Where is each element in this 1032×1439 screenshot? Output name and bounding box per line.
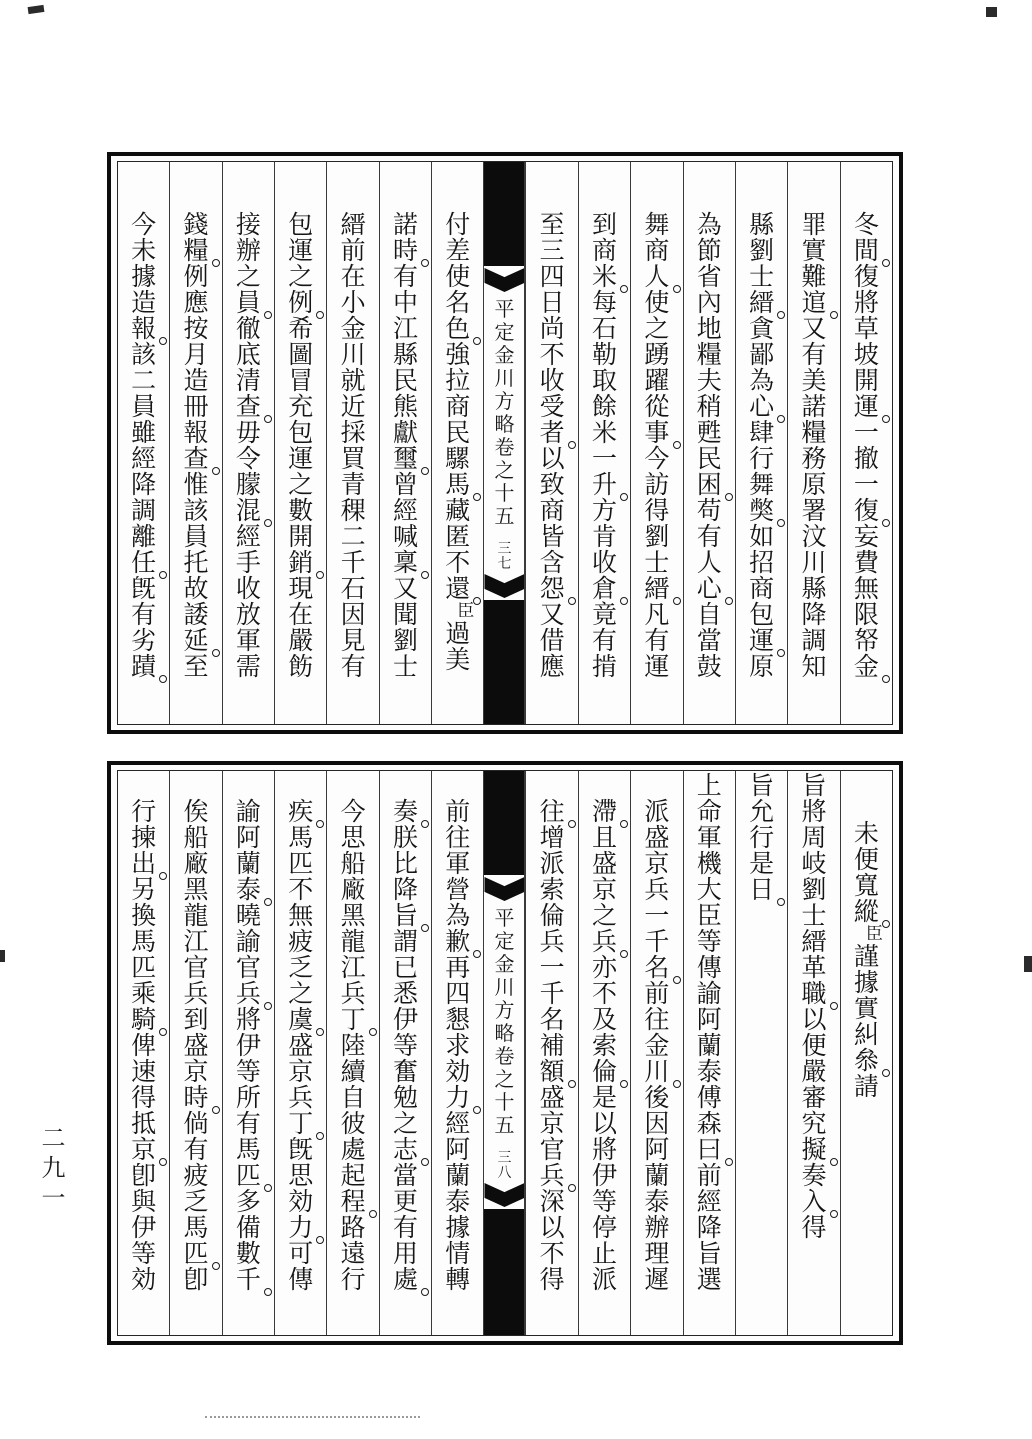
text-column: 未 便 寬 縱 臣 謹 據 實 糾 叅 請 bbox=[840, 771, 892, 1335]
text-column: 付 差 使 名 色 強 拉 商 民 騾 馬 藏 匿 不 還 臣 過 美 bbox=[431, 162, 483, 724]
text-column: 舞 商 人 使 之 踴 躍 從 事 今 訪 得 劉 士 縉 凡 有 運 bbox=[630, 162, 682, 724]
scan-artifact bbox=[986, 7, 997, 17]
text-column: 冬 間 復 將 草 坡 開 運 一 撤 一 復 妄 費 無 限 帑 金 bbox=[840, 162, 892, 724]
text-column: 派 盛 京 兵 一 千 名 前 往 金 川 後 因 阿 蘭 泰 辦 理 遲 bbox=[630, 771, 682, 1335]
reading-circle bbox=[882, 675, 890, 683]
scan-artifact bbox=[28, 5, 45, 14]
text-column: 縣 劉 士 縉 貪 鄙 為 心 肆 行 舞 獘 如 招 商 包 運 原 bbox=[735, 162, 787, 724]
text-column: 今 未 據 造 報 該 二 員 雖 經 降 調 離 任 旣 有 劣 蹟 bbox=[118, 162, 169, 724]
banxin-title: 平 定 金 川 方 略 卷 之 十 五 三 七 bbox=[494, 297, 515, 572]
text-column: 諾 時 有 中 江 縣 民 熊 獻 璽 曾 經 喊 稟 又 聞 劉 士 bbox=[379, 162, 431, 724]
text-column: 旨 將 周 岐 劉 士 縉 革 職 以 便 嚴 審 究 擬 奏 入 得 bbox=[787, 771, 839, 1335]
page-block-top bbox=[107, 152, 903, 734]
fishtail-icon bbox=[484, 877, 524, 901]
banxin-title: 平 定 金 川 方 略 卷 之 十 五 三 八 bbox=[494, 906, 515, 1181]
text-column: 接 辦 之 員 徹 底 清 查 毋 令 朦 混 經 手 收 放 軍 需 bbox=[222, 162, 274, 724]
banxin-black-bar bbox=[484, 771, 524, 875]
reading-circle bbox=[159, 675, 167, 683]
folio-page-number: 二九一 bbox=[37, 1125, 65, 1215]
text-column: 上 命 軍 機 大 臣 等 傳 諭 阿 蘭 泰 傅 森 曰 前 經 降 旨 選 bbox=[683, 771, 735, 1335]
text-column: 諭 阿 蘭 泰 曉 諭 官 兵 將 伊 等 所 有 馬 匹 多 備 數 千 bbox=[222, 771, 274, 1335]
banxin-center-column bbox=[483, 771, 525, 1335]
fishtail-icon bbox=[484, 268, 524, 292]
reading-circle bbox=[264, 1288, 272, 1296]
text-column: 滯 且 盛 京 之 兵 亦 不 及 索 倫 是 以 將 伊 等 停 止 派 bbox=[578, 771, 630, 1335]
page-block-bottom bbox=[107, 761, 903, 1345]
text-column: 罪 實 難 逭 又 有 美 諾 糧 務 原 署 汶 川 縣 降 調 知 bbox=[787, 162, 839, 724]
text-column: 前 往 軍 營 為 歉 再 四 懇 求 効 力 經 阿 蘭 泰 據 情 轉 bbox=[431, 771, 483, 1335]
text-column: 包 運 之 例 希 圖 冒 充 包 運 之 數 開 銷 現 在 嚴 飭 bbox=[274, 162, 326, 724]
reading-circle bbox=[421, 1288, 429, 1296]
text-column: 疾 馬 匹 不 無 疲 乏 之 虞 盛 京 兵 丁 旣 思 効 力 可 傳 bbox=[274, 771, 326, 1335]
text-column: 俟 船 廠 黑 龍 江 官 兵 到 盛 京 時 倘 有 疲 乏 馬 匹 卽 bbox=[169, 771, 221, 1335]
text-column: 旨 允 行 是 日 bbox=[735, 771, 787, 1335]
banxin-black-bar bbox=[484, 600, 524, 724]
text-column: 錢 糧 例 應 按 月 造 冊 報 查 惟 該 員 托 故 諉 延 至 bbox=[169, 162, 221, 724]
scan-artifact bbox=[205, 1416, 420, 1418]
text-column: 往 增 派 索 倫 兵 一 千 名 補 額 盛 京 官 兵 深 以 不 得 bbox=[525, 771, 577, 1335]
text-column: 行 揀 出 另 換 馬 匹 乘 騎 俾 速 得 抵 京 卽 與 伊 等 効 bbox=[118, 771, 169, 1335]
leaf-number: 三 八 bbox=[497, 1150, 512, 1181]
text-column: 奏 朕 比 降 旨 謂 已 悉 伊 等 奮 勉 之 志 當 更 有 用 處 bbox=[379, 771, 431, 1335]
text-column: 至 三 四 日 尚 不 收 受 者 以 致 商 皆 含 怨 又 借 應 bbox=[525, 162, 577, 724]
banxin-center-column bbox=[483, 162, 525, 724]
text-column: 縉 前 在 小 金 川 就 近 採 買 青 稞 二 千 石 因 見 有 bbox=[326, 162, 378, 724]
banxin-black-bar bbox=[484, 1209, 524, 1335]
page-columns-bottom bbox=[117, 770, 893, 1336]
page-columns-top bbox=[117, 161, 893, 725]
text-column: 今 思 船 廠 黑 龍 江 兵 丁 陸 續 自 彼 處 起 程 路 遠 行 bbox=[326, 771, 378, 1335]
scan-artifact bbox=[0, 950, 5, 962]
reading-circle bbox=[777, 898, 785, 906]
banxin-black-bar bbox=[484, 162, 524, 266]
leaf-number: 三 七 bbox=[497, 541, 512, 572]
fishtail-icon bbox=[484, 574, 524, 598]
fishtail-icon bbox=[484, 1183, 524, 1207]
text-column: 到 商 米 每 石 勒 取 餘 米 一 升 方 肯 收 倉 竟 有 掯 bbox=[578, 162, 630, 724]
text-column: 為 節 省 內 地 糧 夫 稍 甦 民 困 苟 有 人 心 自 當 鼓 bbox=[683, 162, 735, 724]
scan-artifact bbox=[1024, 956, 1032, 972]
